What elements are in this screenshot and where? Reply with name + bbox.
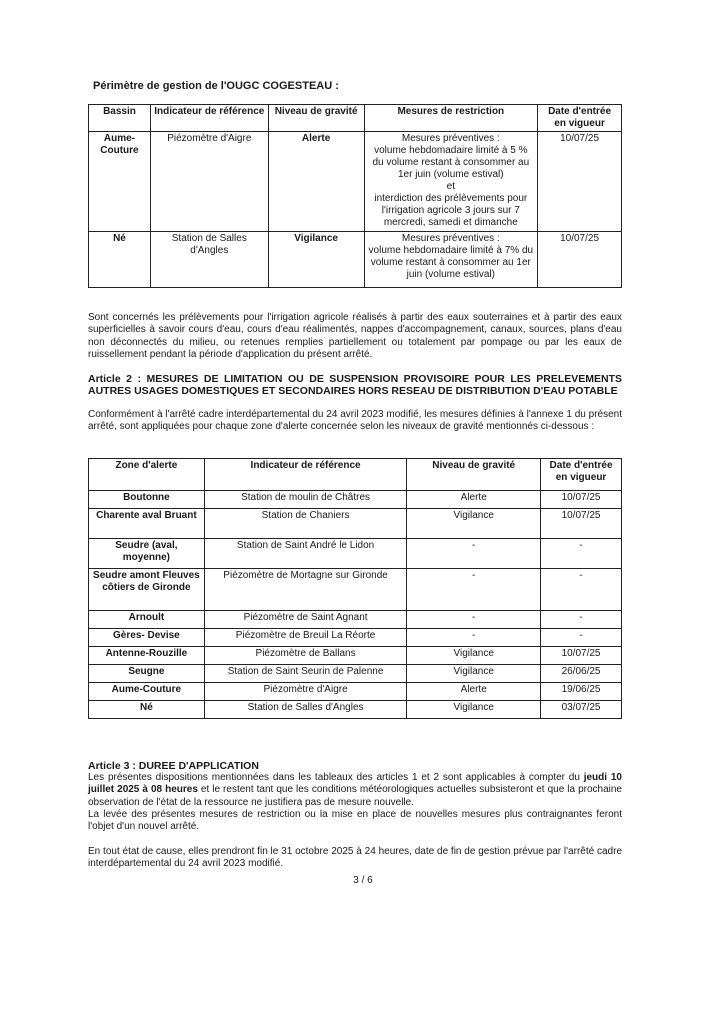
indicateur-cell: Station de Chaniers: [204, 509, 407, 539]
column-header: Niveau de gravité: [407, 459, 541, 491]
perimeter-paragraph: Sont concernés les prélèvements pour l'irrigation agricole réalisés à partir des eaux souterraines et à partir des eaux superficielles à savoir cours d'eau, cours d'eau réalimentés, nappes d'accompagnement, canaux, sources, plans d'eau non déconnectés du milieu, ou retenues remplies partiellement ou totalement par pompage ou par les eaux de ruissellement pendant la période d'application du présent arrêté.: [88, 312, 622, 360]
date-cell: -: [541, 539, 622, 569]
table-row: [89, 509, 622, 539]
table-header-row: [89, 105, 622, 132]
column-header: Date d'entrée en vigueur: [538, 105, 622, 132]
bassin-cell: Né: [89, 232, 151, 288]
niveau-cell: -: [407, 629, 541, 647]
table-row: [89, 491, 622, 509]
niveau-cell: -: [407, 539, 541, 569]
table-row: [89, 569, 622, 611]
column-header: Indicateur de référence: [204, 459, 407, 491]
table-row: [89, 665, 622, 683]
zone-cell: Seudre (aval, moyenne): [89, 539, 205, 569]
page-number: 3 / 6: [353, 875, 373, 886]
indicateur-cell: Piézomètre d'Aigre: [150, 132, 268, 232]
indicateur-cell: Piézomètre de Breuil La Réorte: [204, 629, 407, 647]
indicateur-cell: Piézomètre de Ballans: [204, 647, 407, 665]
zone-cell: Seudre amont Fleuves côtiers de Gironde: [89, 569, 205, 611]
ougc-table: [88, 104, 622, 288]
column-header: Bassin: [89, 105, 151, 132]
date-cell: 10/07/25: [541, 491, 622, 509]
table-row: [89, 683, 622, 701]
mesures-line: et: [446, 181, 455, 192]
table-row: [89, 539, 622, 569]
table-row: [89, 132, 622, 232]
date-cell: 10/07/25: [538, 232, 622, 288]
zone-cell: Gères- Devise: [89, 629, 205, 647]
table-row: [89, 232, 622, 288]
table-row: [89, 701, 622, 719]
bassin-cell: Aume-Couture: [89, 132, 151, 232]
column-header: Indicateur de référence: [150, 105, 268, 132]
niveau-cell: -: [407, 569, 541, 611]
mesures-cell: [364, 132, 538, 232]
date-cell: 10/07/25: [538, 132, 622, 232]
zone-cell: Charente aval Bruant: [89, 509, 205, 539]
niveau-cell: Vigilance: [268, 232, 364, 288]
date-cell: 10/07/25: [541, 509, 622, 539]
mesures-line: volume hebdomadaire limité à 5 % du volume restant à consommer au 1er juin (volume estival): [372, 145, 530, 180]
niveau-cell: Alerte: [407, 683, 541, 701]
niveau-cell: Vigilance: [407, 665, 541, 683]
article-3-paragraph-2: La levée des présentes mesures de restriction ou la mise en place de nouvelles mesures plus contraignantes feront l'objet d'un nouvel arrêté.: [88, 809, 622, 833]
indicateur-cell: Station de Saint Seurin de Palenne: [204, 665, 407, 683]
indicateur-cell: Piézomètre de Saint Agnant: [204, 611, 407, 629]
table-header-row: [89, 459, 622, 491]
niveau-cell: Alerte: [268, 132, 364, 232]
date-cell: 26/06/25: [541, 665, 622, 683]
indicateur-cell: Station de Salles d'Angles: [204, 701, 407, 719]
date-cell: 10/07/25: [541, 647, 622, 665]
section-title: Périmètre de gestion de l'OUGC COGESTEAU :: [93, 80, 339, 92]
niveau-cell: Vigilance: [407, 701, 541, 719]
article-2-title: Article 2 : MESURES DE LIMITATION OU DE SUSPENSION PROVISOIRE POUR LES PRELEVEMENTS AUTRES USAGES DOMESTIQUES ET SECONDAIRES HORS RESEAU DE DISTRIBUTION D'EAU POTABLE: [88, 373, 622, 397]
date-cell: 03/07/25: [541, 701, 622, 719]
mesures-line: Mesures préventives :: [401, 233, 500, 244]
zone-cell: Boutonne: [89, 491, 205, 509]
date-emphasis: jeudi 10 juillet 2025 à 08 heures: [88, 772, 622, 796]
article-3-paragraph-1: [88, 772, 622, 809]
column-header: Niveau de gravité: [268, 105, 364, 132]
indicateur-cell: Station de Saint André le Lidon: [204, 539, 407, 569]
article-3-paragraph-3: En tout état de cause, elles prendront fin le 31 octobre 2025 à 24 heures, date de fin de gestion prévue par l'arrêté cadre interdépartemental du 24 avril 2023 modifié.: [88, 846, 622, 870]
text-span: et le restent tant que les conditions météorologiques actuelles subsisteront et que la prochaine observation de l'état de la ressource ne justifiera pas de mesure nouvelle.: [88, 784, 622, 808]
article-3-title: Article 3 : DUREE D'APPLICATION: [88, 760, 259, 772]
zone-cell: Seugne: [89, 665, 205, 683]
date-cell: -: [541, 569, 622, 611]
text-span: Les présentes dispositions mentionnées dans les tableaux des articles 1 et 2 sont applicables à compter du: [88, 772, 584, 783]
article-2-intro: Conformément à l'arrêté cadre interdépartemental du 24 avril 2023 modifié, les mesures définies à l'annexe 1 du présent arrêté, sont appliquées pour chaque zone d'alerte concernée selon les niveaux de gravité mentionnés ci-dessous :: [88, 409, 622, 433]
niveau-cell: Vigilance: [407, 647, 541, 665]
mesures-line: Mesures préventives :: [401, 133, 500, 144]
date-cell: -: [541, 629, 622, 647]
zones-table: [88, 458, 622, 719]
mesures-line: interdiction des prélèvements pour l'irrigation agricole 3 jours sur 7 mercredi, samedi et dimanche: [374, 193, 528, 228]
niveau-cell: Vigilance: [407, 509, 541, 539]
indicateur-cell: Piézomètre d'Aigre: [204, 683, 407, 701]
column-header: Zone d'alerte: [89, 459, 205, 491]
column-header: Mesures de restriction: [364, 105, 538, 132]
table-row: [89, 647, 622, 665]
zone-cell: Aume-Couture: [89, 683, 205, 701]
date-cell: 19/06/25: [541, 683, 622, 701]
indicateur-cell: Station de moulin de Châtres: [204, 491, 407, 509]
zone-cell: Arnoult: [89, 611, 205, 629]
mesures-line: volume hebdomadaire limité à 7% du volume restant à consommer au 1er juin (volume estival): [368, 245, 534, 280]
zone-cell: Antenne-Rouzille: [89, 647, 205, 665]
niveau-cell: Alerte: [407, 491, 541, 509]
date-cell: -: [541, 611, 622, 629]
zone-cell: Né: [89, 701, 205, 719]
table-row: [89, 629, 622, 647]
table-row: [89, 611, 622, 629]
column-header: Date d'entrée en vigueur: [541, 459, 622, 491]
mesures-cell: [364, 232, 538, 288]
niveau-cell: -: [407, 611, 541, 629]
indicateur-cell: Station de Salles d'Angles: [150, 232, 268, 288]
indicateur-cell: Piézomètre de Mortagne sur Gironde: [204, 569, 407, 611]
